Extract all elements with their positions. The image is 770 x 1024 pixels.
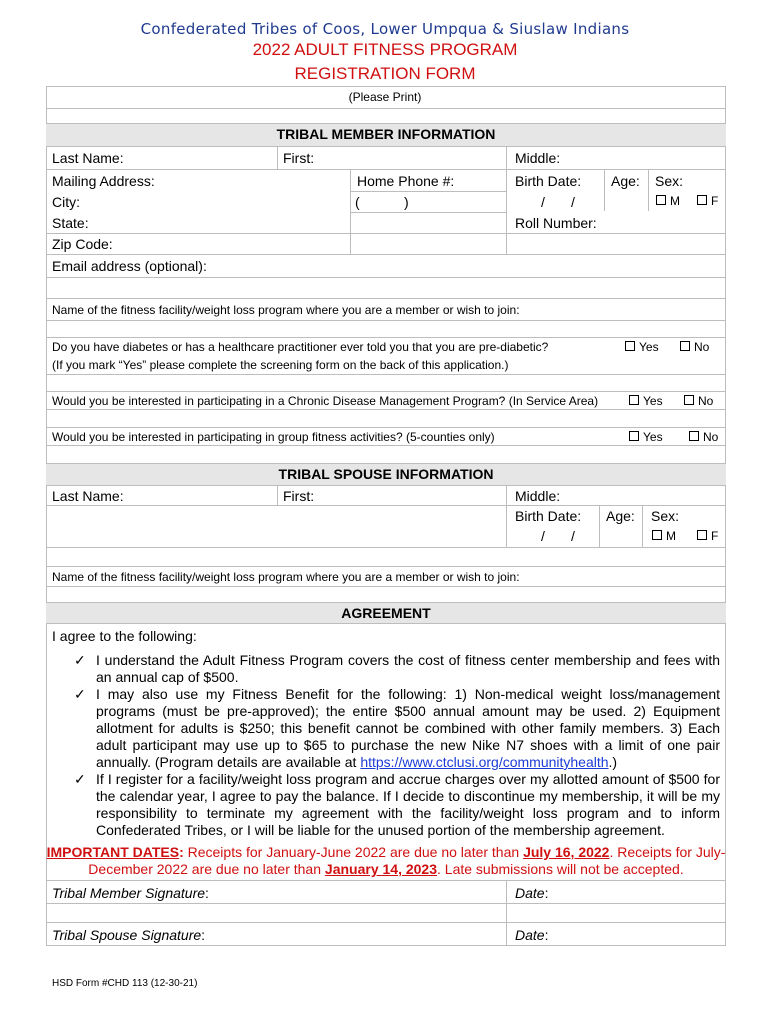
member-last-name-label: Last Name: [52,150,124,166]
spouse-signature-label: Tribal Spouse Signature: [52,927,206,943]
member-birth-date-label: Birth Date: [515,173,582,189]
group-fitness-question: Would you be interested in participating in group fitness activities? (5-counties only) [52,430,495,444]
spouse-sex-label: Sex: [651,508,680,524]
checkbox-icon [697,530,707,540]
phone-paren-open: ( [355,194,360,210]
spouse-facility-question: Name of the fitness facility/weight loss program where you are a member or wish to join: [52,570,520,584]
checkbox-icon [652,530,662,540]
checkbox-icon [629,395,639,405]
important-dates: IMPORTANT DATES: Receipts for January-June 2022 are due no later than July 16, 2022. Receipts for July-December 2022 are due no later than January 14, 2023. Late submissions will not be accepted. [46,844,726,877]
city-label: City: [52,194,80,210]
checkbox-icon [684,395,694,405]
member-sex-m-checkbox[interactable]: M [656,194,680,208]
zip-code-label: Zip Code: [52,236,113,252]
agreement-item: ✓ I understand the Adult Fitness Program covers the cost of fitness center membership and fees with an annual cap of $500. [74,652,720,685]
group-yes-checkbox[interactable]: Yes [629,430,663,444]
print-note: (Please Print) [348,90,422,104]
spouse-sex-m-checkbox[interactable]: M [652,529,676,543]
chronic-yes-checkbox[interactable]: Yes [629,394,663,408]
checkbox-icon [697,195,707,205]
program-title: 2022 ADULT FITNESS PROGRAM [252,40,518,59]
diabetes-no-checkbox[interactable]: No [680,340,709,354]
home-phone-label: Home Phone #: [357,173,455,189]
member-date-slash-1: / [541,194,545,210]
spouse-section-title: TRIBAL SPOUSE INFORMATION [278,466,494,482]
diabetes-yes-checkbox[interactable]: Yes [625,340,659,354]
phone-paren-close: ) [404,194,409,210]
spouse-age-label: Age: [606,508,635,524]
checkbox-icon [629,431,639,441]
email-label: Email address (optional): [52,258,207,274]
checkmark-icon: ✓ [74,771,86,787]
agreement-list [74,652,720,839]
member-sex-label: Sex: [655,173,684,189]
diabetes-note: (If you mark “Yes” please complete the screening form on the back of this application.) [52,358,509,372]
group-no-checkbox[interactable]: No [689,430,718,444]
member-middle-label: Middle: [515,150,561,166]
tribe-name: Confederated Tribes of Coos, Lower Umpqua & Siuslaw Indians [140,20,630,38]
spouse-first-name-label: First: [283,488,315,504]
state-label: State: [52,215,89,231]
spouse-date-slash-1: / [541,528,545,544]
checkbox-icon [689,431,699,441]
member-date-slash-2: / [571,194,575,210]
member-signature-label: Tribal Member Signature: [52,885,209,901]
spouse-sex-f-checkbox[interactable]: F [697,529,718,543]
agreement-item: ✓ If I register for a facility/weight loss program and accrue charges over my allotted amount of $500 for the calendar year, I agree to pay the balance. If I decide to discontinue my membership, it will be my responsibility to terminate my agreement with the facility/weight loss program and to inform Confederated Tribes, or I will be liable for the unused portion of the membership agreement. [74,771,720,838]
spouse-birth-date-label: Birth Date: [515,508,582,524]
member-first-name-label: First: [283,150,315,166]
community-health-link[interactable]: https://www.ctclusi.org/communityhealth [360,754,609,770]
checkmark-icon: ✓ [74,686,86,702]
form-title: REGISTRATION FORM [294,64,476,83]
chronic-no-checkbox[interactable]: No [684,394,713,408]
spouse-last-name-label: Last Name: [52,488,124,504]
member-section-title: TRIBAL MEMBER INFORMATION [276,126,496,142]
member-age-label: Age: [611,173,640,189]
checkmark-icon: ✓ [74,652,86,668]
roll-number-label: Roll Number: [515,215,597,231]
chronic-disease-question: Would you be interested in participating in a Chronic Disease Management Program? (In Service Area) [52,394,599,408]
checkbox-icon [656,195,666,205]
agreement-section-title: AGREEMENT [341,605,431,621]
mailing-address-label: Mailing Address: [52,173,155,189]
form-number-footer: HSD Form #CHD 113 (12-30-21) [52,978,198,989]
checkbox-icon [680,341,690,351]
spouse-date-slash-2: / [571,528,575,544]
diabetes-question: Do you have diabetes or has a healthcare practitioner ever told you that you are pre-diabetic? [52,340,549,354]
member-sex-f-checkbox[interactable]: F [697,194,718,208]
spouse-middle-label: Middle: [515,488,561,504]
member-facility-question: Name of the fitness facility/weight loss program where you are a member or wish to join: [52,303,520,317]
agreement-intro: I agree to the following: [52,628,197,644]
spouse-date-label: Date: [515,927,549,943]
agreement-item: ✓ I may also use my Fitness Benefit for the following: 1) Non-medical weight loss/management programs (must be pre-approved); the entire $500 annual amount may be used. 2) Equipment allotment for adults is $250; this benefit cannot be combined with other family members. 3) Each adult participant may use up to $65 to purchase the new Nike N7 shoes with a limit of one pair annually. (Program details are available at https://www.ctclusi.org/communityhealth.) [74,686,720,770]
member-date-label: Date: [515,885,549,901]
checkbox-icon [625,341,635,351]
